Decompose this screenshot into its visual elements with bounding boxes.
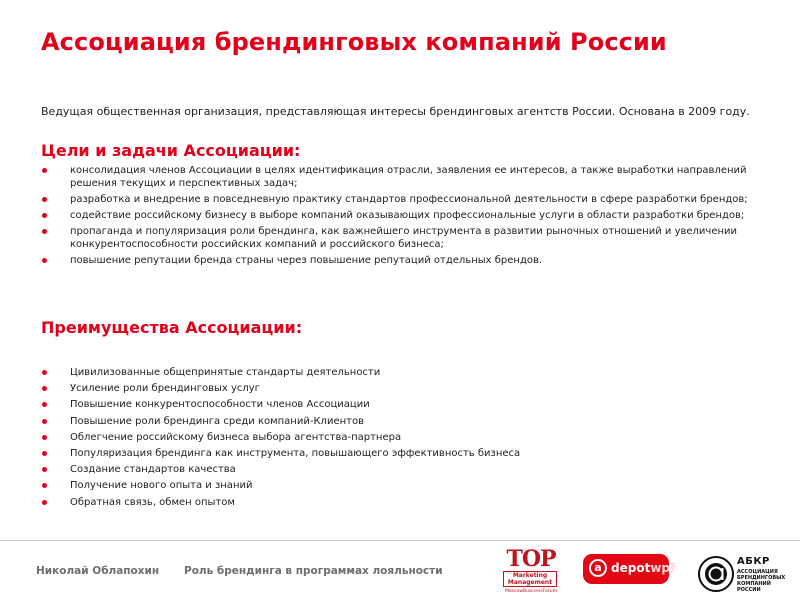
depot-mark-icon: a bbox=[589, 559, 607, 577]
footer-divider bbox=[0, 540, 800, 541]
goal-item-text: разработка и внедрение в повседневную практику стандартов профессиональной деятельности в сфере разработки брендов; bbox=[70, 194, 748, 205]
intro-text: Ведущая общественная организация, представляющая интересы брендинговых агентств России. Основана в 2009 году. bbox=[41, 105, 750, 118]
advantage-item-text: Получение нового опыта и знаний bbox=[70, 480, 253, 492]
bullet-icon bbox=[42, 467, 47, 472]
list-item bbox=[40, 164, 775, 190]
list-item bbox=[40, 209, 775, 222]
depot-suffix: wpf bbox=[650, 561, 676, 575]
goal-item-text: пропаганда и популяризация роли брендинга, как важнейшего инструмента в развитии рыночных отношений и увеличении конкурентоспособности российских компаний и российского бизнеса; bbox=[70, 226, 738, 250]
abkr-subtitle: АССОЦИАЦИЯ БРЕНДИНГОВЫХ КОМПАНИЙ РОССИИ bbox=[737, 569, 786, 593]
list-item bbox=[40, 225, 775, 251]
list-item bbox=[40, 193, 775, 206]
advantages-list bbox=[40, 366, 775, 512]
bullet-icon bbox=[42, 386, 47, 391]
logo-mm-box bbox=[503, 571, 557, 587]
advantage-item-text: Повышение конкурентоспособности членов Ассоциации bbox=[70, 399, 370, 411]
bullet-icon bbox=[42, 435, 47, 440]
goal-item-text: содействие российскому бизнесу в выборе компаний оказывающих профессиональные услуги в области разработки брендов; bbox=[70, 210, 745, 221]
footer-author: Николай Облапохин bbox=[36, 565, 160, 577]
depot-name: depot bbox=[611, 561, 651, 575]
advantage-item-text: Создание стандартов качества bbox=[70, 464, 236, 476]
footer-topic: Роль брендинга в программах лояльности bbox=[184, 565, 443, 577]
goal-item-text: консолидация членов Ассоциации в целях идентификация отрасли, заявления ее интересов, а также выработки направлений решения текущих и перспективных задач; bbox=[70, 165, 747, 189]
bullet-icon bbox=[42, 370, 47, 375]
bullet-icon bbox=[42, 197, 47, 202]
abkr-seal-icon bbox=[698, 552, 734, 596]
list-item bbox=[40, 431, 775, 444]
bullet-icon bbox=[42, 258, 47, 263]
advantage-item-text: Цивилизованные общепринятые стандарты деятельности bbox=[70, 367, 381, 378]
advantage-item-text: Популяризация брендинга как инструмента, повышающего эффективность бизнеса bbox=[70, 447, 521, 459]
slide-title: Ассоциация брендинговых компаний России bbox=[41, 28, 667, 56]
list-item bbox=[40, 366, 775, 379]
list-item bbox=[40, 415, 775, 428]
goal-item-text: повышение репутации бренда страны через повышение репутаций отдельных брендов. bbox=[70, 255, 543, 266]
logo-forum-text: MoscowBusinessForum bbox=[505, 589, 557, 594]
logo-top-word: TOP bbox=[506, 546, 556, 572]
advantage-item-text: Облегчение российскому бизнеса выбора агентства-партнера bbox=[70, 431, 402, 443]
advantage-item-text: Усиление роли брендинговых услуг bbox=[70, 383, 260, 395]
bullet-icon bbox=[42, 419, 47, 424]
depot-wordmark bbox=[611, 560, 675, 576]
bullet-icon bbox=[42, 213, 47, 218]
logo-mm-line2: Management bbox=[507, 579, 553, 586]
bullet-icon bbox=[42, 451, 47, 456]
list-item bbox=[40, 496, 775, 509]
depot-wpf-logo bbox=[583, 554, 676, 584]
goals-heading: Цели и задачи Ассоциации: bbox=[41, 141, 301, 160]
bullet-icon bbox=[42, 483, 47, 488]
list-item bbox=[40, 254, 775, 267]
list-item bbox=[40, 382, 775, 395]
list-item bbox=[40, 398, 775, 411]
advantage-item-text: Обратная связь, обмен опытом bbox=[70, 496, 235, 508]
list-item bbox=[40, 447, 775, 460]
advantages-heading: Преимущества Ассоциации: bbox=[41, 318, 303, 337]
top-marketing-management-logo bbox=[500, 548, 562, 596]
list-item bbox=[40, 479, 775, 492]
bullet-icon bbox=[42, 402, 47, 407]
logo-mm-line1: Marketing bbox=[512, 572, 548, 579]
advantage-item-text: Повышение роли брендинга среди компаний-Клиентов bbox=[70, 415, 364, 427]
bullet-icon bbox=[42, 168, 47, 173]
list-item bbox=[40, 463, 775, 476]
abkr-logo bbox=[698, 552, 798, 596]
goals-list bbox=[40, 164, 775, 270]
abkr-title: АБКР bbox=[737, 556, 770, 567]
bullet-icon bbox=[42, 500, 47, 505]
bullet-icon bbox=[42, 229, 47, 234]
